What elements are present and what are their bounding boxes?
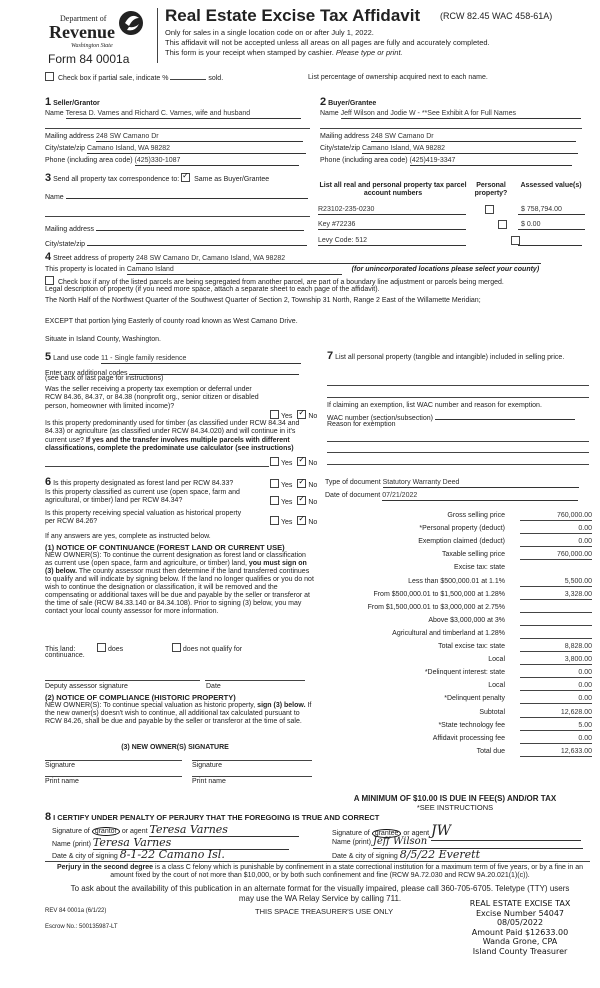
parcel-header-assessed: Assessed value(s)	[520, 182, 582, 189]
grantor-date-city-field[interactable]: 8-1-22 Camano Isl.	[120, 848, 300, 862]
tax-row-label: *Delinquent interest: state	[424, 669, 505, 676]
tax-row-value[interactable]: 0.00	[520, 525, 592, 534]
tax-row-label: Above $3,000,000 at 3%	[428, 617, 505, 624]
signature-label-2: Signature	[192, 762, 222, 769]
additional-codes-note: (see back of last page for instructions)	[45, 375, 164, 382]
tax-row-label: Gross selling price	[447, 512, 505, 519]
stamp-excise-number: Excise Number 54047	[475, 908, 565, 918]
legal-description-line2[interactable]: EXCEPT that portion lying Easterly of county road known as West Camano Drive.	[45, 318, 298, 325]
land-use-q1-yes-checkbox[interactable]	[270, 410, 279, 419]
parcel-assessed-1[interactable]: $ 758,794.00	[518, 206, 585, 215]
notice-compliance-title: (2) NOTICE OF COMPLIANCE (HISTORIC PROPERTY)	[45, 693, 236, 702]
print-name-line-2[interactable]	[192, 776, 312, 777]
forest-q2: Is this property classified as current use (open space, farm and agricultural, or timber) land per RCW 84.34?	[45, 489, 240, 505]
tax-row-label: Excise tax: state	[454, 564, 505, 571]
segregated-checkbox[interactable]	[45, 276, 54, 285]
tax-row-label: Local	[488, 682, 505, 689]
dor-logo	[45, 8, 155, 50]
tax-row-value[interactable]: 3,328.00	[520, 591, 592, 600]
if-yes-instruction: If any answers are yes, complete as instructed below.	[45, 533, 211, 540]
perjury-text: is a class C felony which is punishable by confinement in a state correctional institution for a maximum term of five years, or by a fine in an amount fixed by the court of not more than $10,000, or by both such confinement and fine (RCW 9A.72.030 and RCW 9A.20.021(1)(c)).	[110, 864, 584, 880]
forest-q1-no-checkbox[interactable]	[297, 479, 306, 488]
certify-heading: I CERTIFY UNDER PENALTY OF PERJURY THAT THE FOREGOING IS TRUE AND CORRECT	[53, 813, 380, 822]
tax-row-label: Subtotal	[479, 709, 505, 716]
header-note1: Only for sales in a single location code on or after July 1, 2022.	[165, 28, 374, 37]
citation: (RCW 82.45 WAC 458-61A)	[440, 11, 553, 21]
land-use-q2-underline	[45, 466, 269, 467]
stamp-amount-paid: Amount Paid $12633.00	[471, 927, 569, 937]
notice1-text-b: The county assessor must then determine if the land transferred continues to qualify and will indicate by signing below. If the land no longer qualifies or you do not wish to continue the designation or classification, it will be removed and the compensating or additional taxes will be due and payable by the seller or transferor at the time of sale (RCW 84.33.140 or 84.34.108). Prior to signing (3) below, you may contact your local county assessor for more information.	[45, 568, 314, 616]
tax-row-value[interactable]	[520, 630, 592, 639]
treasurer-stamp	[455, 899, 585, 957]
tax-row-value[interactable]: 0.00	[520, 682, 592, 691]
personal-property-line1[interactable]	[327, 385, 589, 386]
tax-row-label: Taxable selling price	[441, 551, 505, 558]
additional-codes-field[interactable]	[129, 366, 299, 375]
deputy-assessor-label: Deputy assessor signature	[45, 683, 128, 690]
page-title: Real Estate Excise Tax Affidavit	[165, 6, 421, 25]
dor-swirl-icon	[117, 8, 145, 38]
reason-exemption-label: Reason for exemption	[327, 421, 396, 428]
deputy-assessor-signature-line[interactable]	[45, 680, 200, 681]
parcel-number-3[interactable]: Levy Code: 512	[318, 237, 466, 246]
seller-phone-field[interactable]: (425)330-1087	[135, 157, 299, 166]
tax-row-value[interactable]: 0.00	[520, 669, 592, 678]
tax-row-label: *Delinquent penalty	[444, 695, 505, 702]
forest-q1-yes-checkbox[interactable]	[270, 479, 279, 488]
notice-continuance-title: (1) NOTICE OF CONTINUANCE (FOREST LAND OR CURRENT USE)	[45, 543, 285, 552]
seller-heading: 1 Seller/Grantor	[45, 96, 100, 108]
dept-line3: Washington State	[71, 43, 113, 49]
parcel-assessed-2[interactable]: $ 0.00	[518, 221, 585, 230]
grantor-signature-field[interactable]: Teresa Varnes	[149, 823, 299, 837]
property-location-note: (for unincorporated locations please select your county)	[351, 266, 540, 273]
accessibility-note: To ask about the availability of this publication in an alternate format for the visually impaired, please call 360-705-6705. Teletype (TTY) users may use the WA Relay Service by calling 711.	[70, 884, 570, 903]
print-name-label-2: Print name	[192, 778, 226, 785]
legal-description-label: Legal description of property (if you need more space, attach a separate sheet to each page of the affidavit).	[45, 286, 380, 293]
tax-row-value[interactable]: 0.00	[520, 695, 592, 704]
document-date-field[interactable]: 07/21/2022	[382, 492, 578, 501]
reason-line3[interactable]	[327, 464, 589, 465]
tax-row-label: Total excise tax: state	[438, 643, 505, 650]
tax-row-value[interactable]	[520, 617, 592, 626]
perjury-bold: Perjury in the second degree	[56, 864, 154, 871]
tax-row-value[interactable]: 0.00	[520, 538, 592, 547]
print-name-label-1: Print name	[45, 778, 79, 785]
stamp-line1: REAL ESTATE EXCISE TAX	[469, 899, 571, 908]
deputy-date-line[interactable]	[205, 680, 305, 681]
tax-row-value[interactable]	[520, 604, 592, 613]
correspondence-name-line2[interactable]	[45, 216, 310, 217]
parcel-assessed-3[interactable]	[518, 237, 582, 246]
parcel-number-1[interactable]: R23102-235-0230	[318, 206, 466, 215]
buyer-name-field[interactable]: Jeff Wilson and Jodie W - **See Exhibit A for Full Names	[341, 110, 581, 119]
escrow-number: Escrow No.: 500135987-LT	[45, 924, 118, 930]
tax-row-label: Less than $500,000.01 at 1.1%	[408, 578, 505, 585]
notice2-text-a: NEW OWNER(S): To continue special valuation as historic property,	[45, 702, 256, 709]
footer-divider	[45, 861, 590, 862]
forest-q3-yes-checkbox[interactable]	[270, 516, 279, 525]
tax-row-value[interactable]: 0.00	[520, 735, 592, 744]
property-street-field[interactable]: 248 SW Camano Dr, Camano Island, WA 98282	[136, 255, 541, 264]
seller-city-field[interactable]: Camano Island, WA 98282	[87, 145, 306, 154]
correspondence-mailing-field[interactable]	[96, 222, 304, 231]
tax-row-label: Total due	[476, 748, 505, 755]
print-name-line-1[interactable]	[45, 776, 182, 777]
notice1-text-a: NEW OWNER(S): To continue the current designation as forest land or classification as current use (open space, farm and agriculture, or timber) land,	[45, 552, 306, 568]
header-note2: This affidavit will not be accepted unless all areas on all pages are fully and accurately completed.	[165, 38, 490, 47]
grantee-name-field[interactable]: Jeff Wilson	[373, 836, 583, 849]
buyer-city-field[interactable]: Camano Island, WA 98282	[362, 145, 578, 154]
land-use-q1-no-checkbox[interactable]	[297, 410, 306, 419]
tax-row-label: Local	[488, 656, 505, 663]
parcel-number-2[interactable]: Key #72236	[318, 221, 466, 230]
form-number: Form 84 0001a	[48, 52, 130, 66]
notice2-bold: sign (3) below.	[257, 702, 306, 709]
grantee-circled-word: grantee	[372, 829, 402, 838]
land-does-not-qualify-checkbox[interactable]	[172, 643, 181, 652]
treasurer-use-label: THIS SPACE TREASURER'S USE ONLY	[255, 907, 394, 916]
reason-line1[interactable]	[327, 441, 589, 442]
grantee-date-city-field[interactable]: 8/5/22 Everett	[400, 848, 580, 862]
correspondence-name-field[interactable]	[66, 190, 308, 199]
buyer-name-line2[interactable]	[320, 128, 582, 129]
partial-sale-label: Check box if partial sale, indicate %	[57, 75, 169, 82]
grantor-circled-word: grantor	[92, 827, 120, 836]
tax-row-value[interactable]: 3,800.00	[520, 656, 592, 665]
legal-description-line3[interactable]: Situate in Island County, Washington.	[45, 336, 161, 343]
seller-name-field[interactable]: Teresa D. Varnes and Richard C. Varnes, wife and husband	[66, 110, 301, 119]
tax-row-label: Agricultural and timberland at 1.28%	[392, 630, 505, 637]
deputy-date-label: Date	[206, 683, 221, 690]
legal-description-line1[interactable]: The North Half of the Northwest Quarter of the Southwest Quarter of Section 2, Township 31 North, Range 2 East of the Willamette Meridian;	[45, 297, 481, 304]
forest-q2-yes-checkbox[interactable]	[270, 496, 279, 505]
parcel-header-numbers: List all real and personal property tax parcel account numbers	[319, 182, 467, 198]
land-use-q2-bold: If yes and the transfer involves multiple parcels with different classifications, complete the predominate use calculator (see instructions)	[45, 436, 294, 453]
correspondence-city-field[interactable]	[87, 237, 307, 246]
header-note3-italic: Please type or print.	[335, 48, 403, 57]
buyer-phone-field[interactable]: (425)419-3347	[410, 157, 572, 166]
notice1-bold: you must sign on (3) below.	[45, 560, 307, 576]
parcel-header-personal: Personal property?	[474, 182, 508, 198]
personal-property-line2[interactable]	[327, 397, 589, 398]
header-note3: This form is your receipt when stamped by cashier.	[165, 48, 334, 57]
wac-number-field[interactable]	[435, 411, 575, 420]
partial-sale-percent-field[interactable]	[170, 79, 206, 80]
forest-q3-no-checkbox[interactable]	[297, 516, 306, 525]
land-use-q2-no-checkbox[interactable]	[297, 457, 306, 466]
parcel-personal-checkbox-2[interactable]	[498, 220, 507, 229]
new-owner-signature-line-1[interactable]	[45, 760, 182, 761]
rev-number: REV 84 0001a (6/1/22)	[45, 908, 107, 914]
land-use-q2: Is this property predominantly used for timber (as classified under RCW 84.34 and 84.33) or agriculture (as classified under RCW 84.34.020) and will continue in it's current use?	[45, 420, 300, 444]
land-use-code-field[interactable]: 11 - Single family residence	[101, 355, 301, 364]
tax-row-value[interactable]: 12,628.00	[520, 709, 592, 718]
stamp-treasurer-name: Wanda Grone, CPA	[482, 937, 558, 947]
new-owner-signature-title: (3) NEW OWNER(S) SIGNATURE	[121, 744, 229, 751]
partial-sale-checkbox[interactable]	[45, 72, 54, 81]
buyer-heading: 2 Buyer/Grantee	[320, 96, 377, 108]
grantor-name-field[interactable]: Teresa Varnes	[93, 836, 289, 850]
tax-row-label: *Personal property (deduct)	[419, 525, 505, 532]
forest-q3: Is this property receiving special valuation as historical property per RCW 84.26?	[45, 510, 242, 526]
tax-row-value[interactable]: 760,000.00	[520, 551, 592, 560]
partial-sale-sold: sold.	[208, 75, 224, 82]
seller-name-line2[interactable]	[45, 128, 310, 129]
tax-row-value[interactable]: 760,000.00	[520, 512, 592, 521]
header-divider	[157, 8, 158, 63]
signature-label-1: Signature	[45, 762, 75, 769]
tax-row-value[interactable]: 5.00	[520, 722, 592, 731]
dept-line1: Department of	[60, 14, 107, 23]
tax-row-value[interactable]: 8,828.00	[520, 643, 592, 652]
tax-row-value[interactable]: 5,500.00	[520, 578, 592, 587]
tax-row-label: Exemption claimed (deduct)	[418, 538, 505, 545]
ownership-note: List percentage of ownership acquired next to each name.	[308, 74, 488, 81]
forest-q2-no-checkbox[interactable]	[297, 496, 306, 505]
buyer-mailing-field[interactable]: 248 SW Camano Dr	[371, 133, 576, 142]
exemption-label: If claiming an exemption, list WAC number and reason for exemption.	[327, 402, 542, 409]
tax-row-label: *State technology fee	[438, 722, 505, 729]
dept-line2: Revenue	[49, 22, 115, 42]
stamp-county: Island County Treasurer	[472, 946, 568, 956]
see-instructions-note: *SEE INSTRUCTIONS	[416, 803, 494, 812]
property-location-select[interactable]: Camano Island	[127, 266, 342, 275]
tax-row-label: Affidavit processing fee	[432, 735, 505, 742]
tax-row-label: From $500,000.01 to $1,500,000 at 1.28%	[373, 591, 505, 598]
same-as-buyer-checkbox[interactable]	[181, 173, 190, 182]
parcel-personal-checkbox-1[interactable]	[485, 205, 494, 214]
stamp-date: 08/05/2022	[496, 918, 544, 928]
land-does-qualify-checkbox[interactable]	[97, 643, 106, 652]
reason-line2[interactable]	[327, 452, 589, 453]
tax-row-label: From $1,500,000.01 to $3,000,000 at 2.75%	[367, 604, 505, 611]
notice2-text-b: If the new owner(s) doesn't wish to continue, all additional tax calculated pursuant to RCW 84.26, shall be due and payable by the seller or transferor at the time of sale.	[45, 702, 312, 726]
seller-mailing-field[interactable]: 248 SW Camano Dr	[96, 133, 303, 142]
tax-row-value[interactable]: 12,633.00	[520, 748, 592, 757]
continuance-label: continuance.	[45, 652, 85, 659]
new-owner-signature-line-2[interactable]	[192, 760, 312, 761]
grantee-signature-field[interactable]: JW	[431, 823, 581, 841]
document-type-field[interactable]: Statutory Warranty Deed	[383, 479, 579, 488]
minimum-due-note: A MINIMUM OF $10.00 IS DUE IN FEE(S) AND/OR TAX	[353, 794, 557, 803]
land-use-q2-yes-checkbox[interactable]	[270, 457, 279, 466]
land-use-q1: Was the seller receiving a property tax exemption or deferral under RCW 84.36, 84.37, or 84.38 (nonprofit org., senior citizen or disabled person, homeowner with limited income)?	[45, 386, 259, 410]
